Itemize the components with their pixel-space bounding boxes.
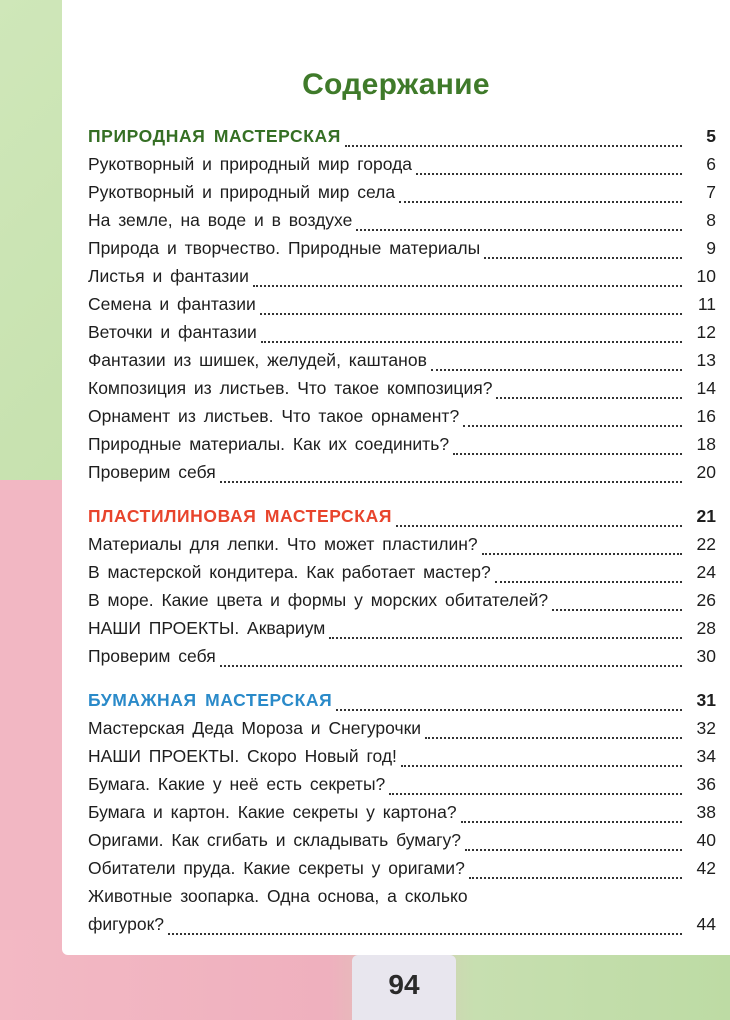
dot-leader	[220, 480, 682, 483]
page-ref: 18	[696, 434, 716, 454]
entry-title: Материалы для лепки. Что может пластилин?	[88, 534, 478, 554]
page-ref: 31	[696, 690, 716, 710]
page-ref: 6	[706, 154, 716, 174]
dot-leader	[336, 708, 682, 711]
dot-leader	[495, 580, 682, 583]
entry-title: На земле, на воде и в воздухе	[88, 210, 353, 230]
dot-leader	[401, 764, 682, 767]
dot-leader	[329, 636, 682, 639]
toc-entry[interactable]	[88, 322, 716, 350]
toc-entry[interactable]	[88, 238, 716, 266]
section-heading-plasticine[interactable]	[88, 506, 716, 534]
page-ref: 21	[696, 506, 716, 526]
dot-leader	[399, 200, 682, 203]
toc-entry[interactable]	[88, 210, 716, 238]
dot-leader	[396, 524, 682, 527]
page-ref: 36	[696, 774, 716, 794]
toc-entry[interactable]	[88, 406, 716, 434]
entry-title: Проверим себя	[88, 462, 216, 482]
entry-title: Оригами. Как сгибать и складывать бумагу?	[88, 830, 461, 850]
toc-entry[interactable]	[88, 746, 716, 774]
entry-title: Фантазии из шишек, желудей, каштанов	[88, 350, 427, 370]
page-ref: 32	[696, 718, 716, 738]
toc-entry-wrapped[interactable]	[88, 886, 716, 942]
toc-entry[interactable]	[88, 534, 716, 562]
page-ref: 8	[706, 210, 716, 230]
entry-title: Мастерская Деда Мороза и Снегурочки	[88, 718, 422, 738]
dot-leader	[425, 736, 682, 739]
toc-entry[interactable]	[88, 590, 716, 618]
page-ref: 44	[696, 914, 716, 934]
toc-entry[interactable]	[88, 858, 716, 886]
dot-leader	[453, 452, 682, 455]
entry-title: Проверим себя	[88, 646, 216, 666]
page-ref: 11	[697, 294, 716, 314]
dot-leader	[389, 792, 682, 795]
page-ref: 38	[696, 802, 716, 822]
page-ref: 26	[696, 590, 716, 610]
dot-leader	[465, 848, 682, 851]
page-ref: 42	[696, 858, 716, 878]
dot-leader	[416, 172, 682, 175]
dot-leader	[482, 552, 682, 555]
dot-leader	[345, 144, 682, 147]
entry-title: НАШИ ПРОЕКТЫ. Аквариум	[88, 618, 326, 638]
toc-entry[interactable]	[88, 378, 716, 406]
entry-title: Бумага. Какие у неё есть секреты?	[88, 774, 386, 794]
toc-entry[interactable]	[88, 718, 716, 746]
entry-title-line2: фигурок?	[88, 914, 164, 934]
section-gap	[88, 674, 716, 690]
toc-entry[interactable]	[88, 182, 716, 210]
page-title: Содержание	[302, 68, 490, 101]
entry-title: Бумага и картон. Какие секреты у картона?	[88, 802, 457, 822]
section-heading-label: ПЛАСТИЛИНОВАЯ МАСТЕРСКАЯ	[88, 506, 392, 526]
dot-leader	[552, 608, 682, 611]
entry-title: Листья и фантазии	[88, 266, 249, 286]
dot-leader	[168, 932, 682, 935]
dot-leader	[484, 256, 682, 259]
section-heading-label: БУМАЖНАЯ МАСТЕРСКАЯ	[88, 690, 333, 710]
dot-leader	[220, 664, 682, 667]
entry-second-line	[88, 914, 716, 942]
dot-leader	[356, 228, 682, 231]
entry-title: Обитатели пруда. Какие секреты у оригами?	[88, 858, 465, 878]
toc-entry[interactable]	[88, 802, 716, 830]
section-heading-paper[interactable]	[88, 690, 716, 718]
page-ref: 12	[696, 322, 716, 342]
dot-leader	[461, 820, 682, 823]
dot-leader	[260, 312, 682, 315]
book-page	[62, 0, 730, 955]
toc-entry[interactable]	[88, 350, 716, 378]
entry-title: Веточки и фантазии	[88, 322, 257, 342]
entry-title: Орнамент из листьев. Что такое орнамент?	[88, 406, 460, 426]
entry-title: Композиция из листьев. Что такое композиция?	[88, 378, 493, 398]
toc-entry[interactable]	[88, 294, 716, 322]
section-heading-label: ПРИРОДНАЯ МАСТЕРСКАЯ	[88, 126, 341, 146]
entry-title: НАШИ ПРОЕКТЫ. Скоро Новый год!	[88, 746, 397, 766]
page-ref: 10	[696, 266, 716, 286]
dot-leader	[496, 396, 682, 399]
toc-entry[interactable]	[88, 434, 716, 462]
page-ref: 24	[696, 562, 716, 582]
entry-title: Природа и творчество. Природные материалы	[88, 238, 481, 258]
page-ref: 34	[696, 746, 716, 766]
toc-entry[interactable]	[88, 266, 716, 294]
entry-title: Семена и фантазии	[88, 294, 256, 314]
entry-title: Природные материалы. Как их соединить?	[88, 434, 450, 454]
page-ref: 16	[696, 406, 716, 426]
section-heading-nature[interactable]	[88, 126, 716, 154]
entry-title: В мастерской кондитера. Как работает мастер?	[88, 562, 491, 582]
entry-title: Рукотворный и природный мир села	[88, 182, 396, 202]
toc-entry[interactable]	[88, 646, 716, 674]
toc-entry[interactable]	[88, 462, 716, 490]
page-ref: 28	[696, 618, 716, 638]
dot-leader	[463, 424, 682, 427]
page-ref: 13	[696, 350, 716, 370]
toc-entry[interactable]	[88, 774, 716, 802]
entry-title: Рукотворный и природный мир города	[88, 154, 413, 174]
page-ref: 14	[696, 378, 716, 398]
page-ref: 5	[706, 126, 716, 146]
page-ref: 22	[696, 534, 716, 554]
page-ref: 30	[696, 646, 716, 666]
page-ref: 9	[706, 238, 716, 258]
page-ref: 40	[696, 830, 716, 850]
page-ref: 20	[696, 462, 716, 482]
toc-entry[interactable]	[88, 618, 716, 646]
dot-leader	[431, 368, 682, 371]
dot-leader	[469, 876, 682, 879]
toc-entry[interactable]	[88, 154, 716, 182]
page-ref: 7	[706, 182, 716, 202]
dot-leader	[253, 284, 682, 287]
toc-entry[interactable]	[88, 830, 716, 858]
page-number: 94	[388, 969, 420, 1000]
dot-leader	[261, 340, 682, 343]
entry-title: В море. Какие цвета и формы у морских обитателей?	[88, 590, 549, 610]
page-number-tab	[352, 955, 456, 1020]
section-gap	[88, 490, 716, 506]
toc-entry[interactable]	[88, 562, 716, 590]
table-of-contents	[88, 126, 716, 942]
entry-title-line1: Животные зоопарка. Одна основа, а сколько	[88, 886, 468, 906]
